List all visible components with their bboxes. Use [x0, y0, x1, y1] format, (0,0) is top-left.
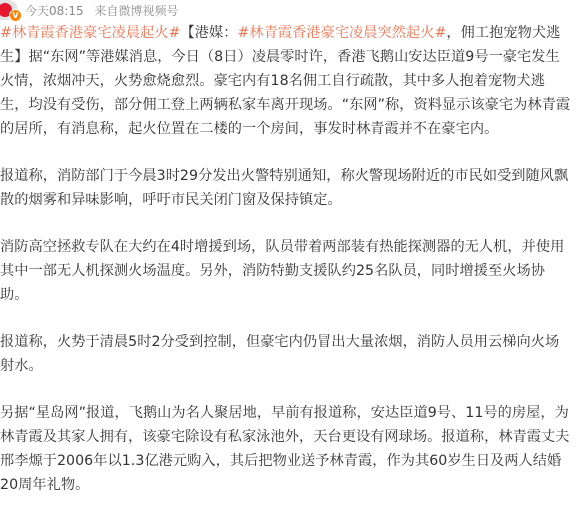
post-time[interactable]: 今天08:15 [25, 4, 84, 18]
paragraph-1 [0, 21, 572, 141]
paragraph-4: 报道称，火势于清晨5时2分受到控制，但豪宅内仍冒出大量浓烟，消防人员用云梯向火场射水。 [0, 334, 560, 374]
text: 】据“东网”等港媒消息，今日（8日）凌晨零时许，香港飞鹅山安达臣道9号一豪宅发生火情，浓烟冲天，火势愈烧愈烈。豪宅内有18名佣工自行疏散，其中多人抱着宠物犬逃生，均没有受伤，部分佣工登上两辆私家车离开现场。“东网”称，资料显示该豪宅为林青霞的居所，有消息称，起火位置在二楼的一个房间，事发时林青霞并不在豪宅内。 [0, 49, 571, 137]
text: ，佣工抱宠物犬逃生 [0, 25, 561, 65]
post-meta [25, 3, 185, 19]
content-fade [0, 510, 582, 526]
topic-link[interactable]: #林青霞香港豪宅凌晨突然起火# [237, 25, 447, 41]
topic-link[interactable]: #林青霞香港豪宅凌晨起火# [0, 25, 181, 41]
paragraph-2: 报道称，消防部门于今晨3时29分发出火警特别通知，称火警现场附近的市民如受到随风飘散的烟雾和异味影响，呼吁市民关闭门窗及保持镇定。 [0, 168, 569, 208]
post-source[interactable]: 微博视频号 [118, 4, 179, 18]
paragraph-3: 消防高空拯救专队在大约在4时增援到场，队员带着两部装有热能探测器的无人机，并使用其中一部无人机探测火场温度。另外，消防特勤支援队约25名队员，同时增援至火场协助。 [0, 239, 565, 303]
post-content [0, 21, 572, 520]
post-header [0, 0, 582, 22]
text: 【港媒： [180, 25, 238, 41]
source-prefix: 来自 [94, 4, 119, 18]
verified-badge-icon: V [9, 9, 22, 22]
paragraph-5: 另据“星岛网”报道，飞鹅山为名人聚居地，早前有报道称，安达臣道9号、11号的房屋，为林青霞及其家人拥有，该豪宅除设有私家泳池外，天台更设有网球场。报道称，林青霞丈夫邢李㷧于2006年以1.3亿港元购入，其后把物业送予林青霞，作为其60岁生日及两人结婚20周年礼物。 [0, 405, 570, 493]
